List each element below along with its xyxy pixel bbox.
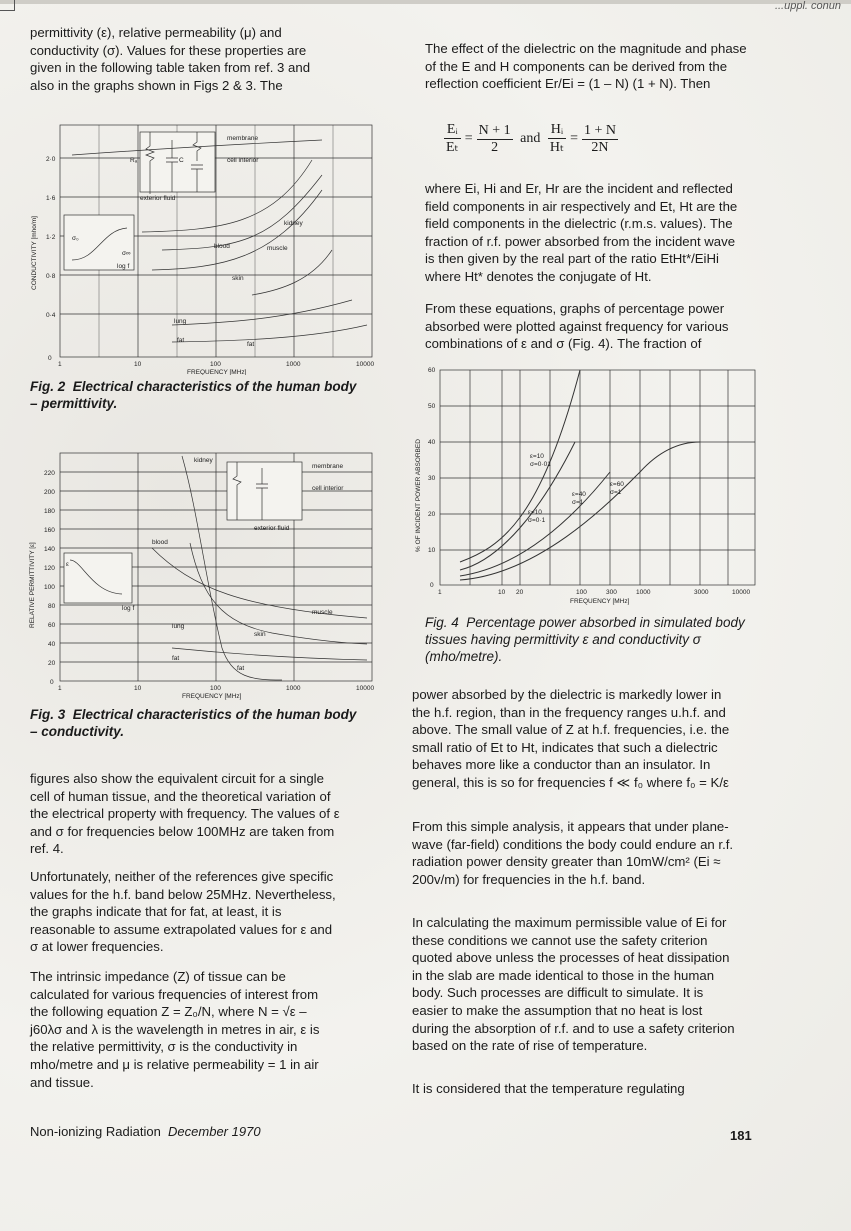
corner-mark [0,0,15,11]
eq-lhs2-den: Hₜ [549,140,565,155]
fig2-label-rc: Rₐ [130,157,138,164]
eq-frac-2 [477,123,513,156]
left-paragraph-1: permittivity (ε), relative permeability (μ) and conductivity (σ). Values for these properties are given in the following table taken from ref. 3 and also in the graphs shown in Figs 2 & 3. The [30,25,311,93]
fig4-ytick-6: 60 [428,367,436,374]
fig3-ytick-7: 140 [44,546,55,553]
fig2-label-logf: log f [117,263,130,270]
fig2-xtick-4: 10000 [356,361,375,368]
figure-4 [410,362,770,607]
fig2-label-fat: fat [177,337,185,344]
fig2-caption [30,378,360,412]
equation-block: $\frac{\text{Eᵢ}}{\text{Eₜ}}$ = $\frac{N + 1}{2}$ and $\frac{\text{Hᵢ}}{\text{Hₜ}}$ = $\frac{1 + N}{2N}$ [446,122,616,155]
fig3-label-fat: fat [172,655,180,662]
fig3-label-fat2: fat [237,665,245,672]
fig3-caption [30,706,360,740]
eq-lhs2-num: Hᵢ [548,122,566,139]
fig4-xlabel: FREQUENCY [MHz] [570,598,630,605]
fig4-curve3-label2: σ=1 [572,499,584,506]
fig4-caption [425,614,755,665]
fig3-ytick-0: 0 [50,679,54,686]
fig2-ytick-3: 1·2 [46,234,56,241]
fig3-label-skin: skin [254,631,266,638]
scan-top-edge [0,0,851,4]
fig3-label-kidney: kidney [194,457,213,464]
fig3-label-exterior: exterior fluid [254,525,290,532]
fig3-ytick-11: 220 [44,470,55,477]
fig4-caption-number: Fig. 4 [425,615,459,630]
fig4-curve4-label2: σ=1 [610,489,622,496]
fig2-xlabel: FREQUENCY [MHz] [187,369,247,375]
fig4-ytick-5: 50 [428,403,436,410]
right-paragraph-3: From these equations, graphs of percentage power absorbed were plotted against frequency for various combinations of ε and σ (Fig. 4). The fraction of [425,301,729,352]
fig2-xtick-0: 1 [58,361,62,368]
fig2-label-muscle: muscle [267,245,288,252]
fig3-label-membrane: membrane [312,463,344,470]
fig3-ytick-10: 200 [44,489,55,496]
fig4-caption-text: Percentage power absorbed in simulated body tissues having permittivity ε and conductivity σ (mho/metre). [425,615,745,664]
fig4-ytick-1: 10 [428,547,436,554]
footer-date: December 1970 [168,1124,261,1139]
fig3-xtick-3: 1000 [286,685,301,692]
fig4-curve3-label1: ε=40 [572,491,586,498]
right-paragraph-4: power absorbed by the dielectric is markedly lower in the h.f. region, than in the frequency ranges u.h.f. and above. The small value of Z at h.f. frequencies, i.e. the small ratio of Et to Ht, indicates that such a dielectric behaves more like a conductor than an insulator. In general, this is so for frequencies f ≪ f₀ where f₀ = K/ε [412,687,730,790]
fig2-label-membrane: membrane [227,135,259,142]
left-paragraph-3: Unfortunately, neither of the references give specific values for the h.f. band below 25MHz. Nevertheless, the graphs indicate that for fat, at least, it is reasonable to assume extrapolated values for ε and σ at lower frequencies. [30,869,336,955]
right-paragraph-6: In calculating the maximum permissible value of Ei for these conditions we cannot use the safety criterion quoted above unless the processes of heat dissipation in the slab are made identical to those in the human body. Such processes are difficult to simulate. It is easier to make the assumption that no heat is lost during the absorption of r.f. and to use a safety criterion based on the rate of rise of temperature. [412,915,735,1054]
eq-and: and [520,131,541,147]
fig3-ytick-9: 180 [44,508,55,515]
fig2-ytick-0: 0 [48,355,52,362]
fig3-ytick-4: 80 [48,603,56,610]
fig4-xtick-2: 20 [516,589,524,596]
fig3-label-lung: lung [172,623,185,630]
right-paragraph-1: The effect of the dielectric on the magnitude and phase of the E and H components can be derived from the reflection coefficient Er/Ei = (1 – N) (1 + N). Then [425,41,747,92]
fig4-ytick-2: 20 [428,511,436,518]
fig3-ytick-8: 160 [44,527,55,534]
fig2-xtick-2: 100 [210,361,221,368]
figure-2 [22,120,382,375]
right-paragraph-5: From this simple analysis, it appears that under plane-wave (far-field) conditions the body could endure an r.f. radiation power density greater than 10mW/cm² (Ei ≈ 200v/m) for frequencies in the h.f. band. [412,819,734,887]
fig4-xtick-5: 1000 [636,589,651,596]
fig3-label-muscle: muscle [312,609,333,616]
eq-lhs1-den: Eₜ [446,140,459,155]
fig2-xtick-3: 1000 [286,361,301,368]
fig4-ylabel: % OF INCIDENT POWER ABSORBED [415,439,422,552]
eq-rhs2-num: 1 + N [583,122,616,138]
eq-rhs1-den: 2 [491,139,499,155]
fig3-ytick-5: 100 [44,584,55,591]
eq-rhs2-den: 2N [591,139,609,155]
fig4-xtick-1: 10 [498,589,506,596]
fig2-ytick-5: 2·0 [46,156,56,163]
right-paragraph-2: where Ei, Hi and Er, Hr are the incident and reflected field components in air respectively and Et, Ht are the field components in the dielectric (r.m.s. values). The fraction of r.f. power absorbed from the incident wave is then given by the real part of the ratio EtHt*/EiHi where Ht* denotes the conjugate of Ht. [425,181,738,284]
fig2-label-kidney: kidney [284,220,303,227]
figure-3 [22,448,382,700]
fig3-ytick-2: 40 [48,641,56,648]
fig3-caption-text: Electrical characteristics of the human body – conductivity. [30,707,357,739]
right-paragraph-7: It is considered that the temperature regulating [412,1081,685,1096]
fig2-ytick-4: 1·6 [46,195,56,202]
fig3-xlabel: FREQUENCY [MHz] [182,693,242,700]
eq-frac-3 [548,122,566,156]
left-paragraph-4: The intrinsic impedance (Z) of tissue can be calculated for various frequencies of interest from the following equation Z = Z₀/N, where N = √ε – j60λσ and λ is the wavelength in metres in air, ε is the relative permittivity, σ is the conductivity in mho/metre and μ is relative permeability = 1 in air and tissue. [30,969,320,1090]
fig4-curve2-label2: σ=0·1 [528,517,546,524]
fig4-ytick-3: 30 [428,475,436,482]
fig2-label-lung: lung [174,318,187,325]
running-head-fragment: ...uppl. conun [774,0,841,12]
fig4-curve2-label1: ε=10 [528,509,542,516]
fig3-ytick-3: 60 [48,622,56,629]
fig4-xtick-7: 10000 [732,589,751,596]
fig3-ytick-1: 20 [48,660,56,667]
fig2-label-c: C [179,157,184,164]
fig4-ytick-0: 0 [430,582,434,589]
fig4-ytick-4: 40 [428,439,436,446]
fig3-label-eps: ε [66,561,69,568]
footer-journal [30,1124,261,1139]
fig3-label-logf: log f [122,605,135,612]
footer-journal-name: Non-ionizing Radiation [30,1124,161,1139]
fig3-xtick-2: 100 [210,685,221,692]
fig2-ytick-2: 0·8 [46,273,56,280]
fig2-label-sigmainf: σ∞ [122,250,131,257]
fig3-ylabel: RELATIVE PERMITTIVITY [ε] [29,542,36,628]
fig2-xtick-1: 10 [134,361,142,368]
eq-rhs1-num: N + 1 [478,122,511,138]
fig4-xtick-0: 1 [438,589,442,596]
eq-frac-1 [444,122,461,156]
fig2-ytick-1: 0·4 [46,312,56,319]
page-number: 181 [730,1128,752,1143]
fig4-curve4-label1: ε=60 [610,481,624,488]
fig2-label-cell-interior: cell interior [227,157,259,164]
fig2-label-sigma0: σ₀ [72,235,79,242]
fig3-caption-number: Fig. 3 [30,707,66,722]
fig4-xtick-3: 100 [576,589,587,596]
fig2-label-exterior: exterior fluid [140,195,176,202]
fig3-ytick-6: 120 [44,565,55,572]
fig3-label-blood: blood [152,539,168,546]
fig3-xtick-1: 10 [134,685,142,692]
fig2-caption-text: Electrical characteristics of the human body – permittivity. [30,379,357,411]
fig4-curve1-label2: σ=0·01 [530,461,551,468]
fig4-xtick-6: 3000 [694,589,709,596]
fig2-label-blood: blood [214,243,230,250]
fig4-curve1-label1: ε=10 [530,453,544,460]
fig3-label-cell-interior: cell interior [312,485,344,492]
fig2-label-skin: skin [232,275,244,282]
fig2-label-fat2: fat [247,341,255,348]
fig2-ylabel: CONDUCTIVITY [mho/m] [31,216,38,290]
eq-frac-4 [582,123,618,156]
fig3-xtick-0: 1 [58,685,62,692]
fig4-xtick-4: 300 [606,589,617,596]
left-paragraph-2: figures also show the equivalent circuit for a single cell of human tissue, and the theoretical variation of the electrical property with frequency. The values of ε and σ for frequencies below 100MHz are taken from ref. 4. [30,771,340,857]
fig3-xtick-4: 10000 [356,685,375,692]
eq-lhs1-num: Eᵢ [444,122,461,139]
fig2-caption-number: Fig. 2 [30,379,66,394]
